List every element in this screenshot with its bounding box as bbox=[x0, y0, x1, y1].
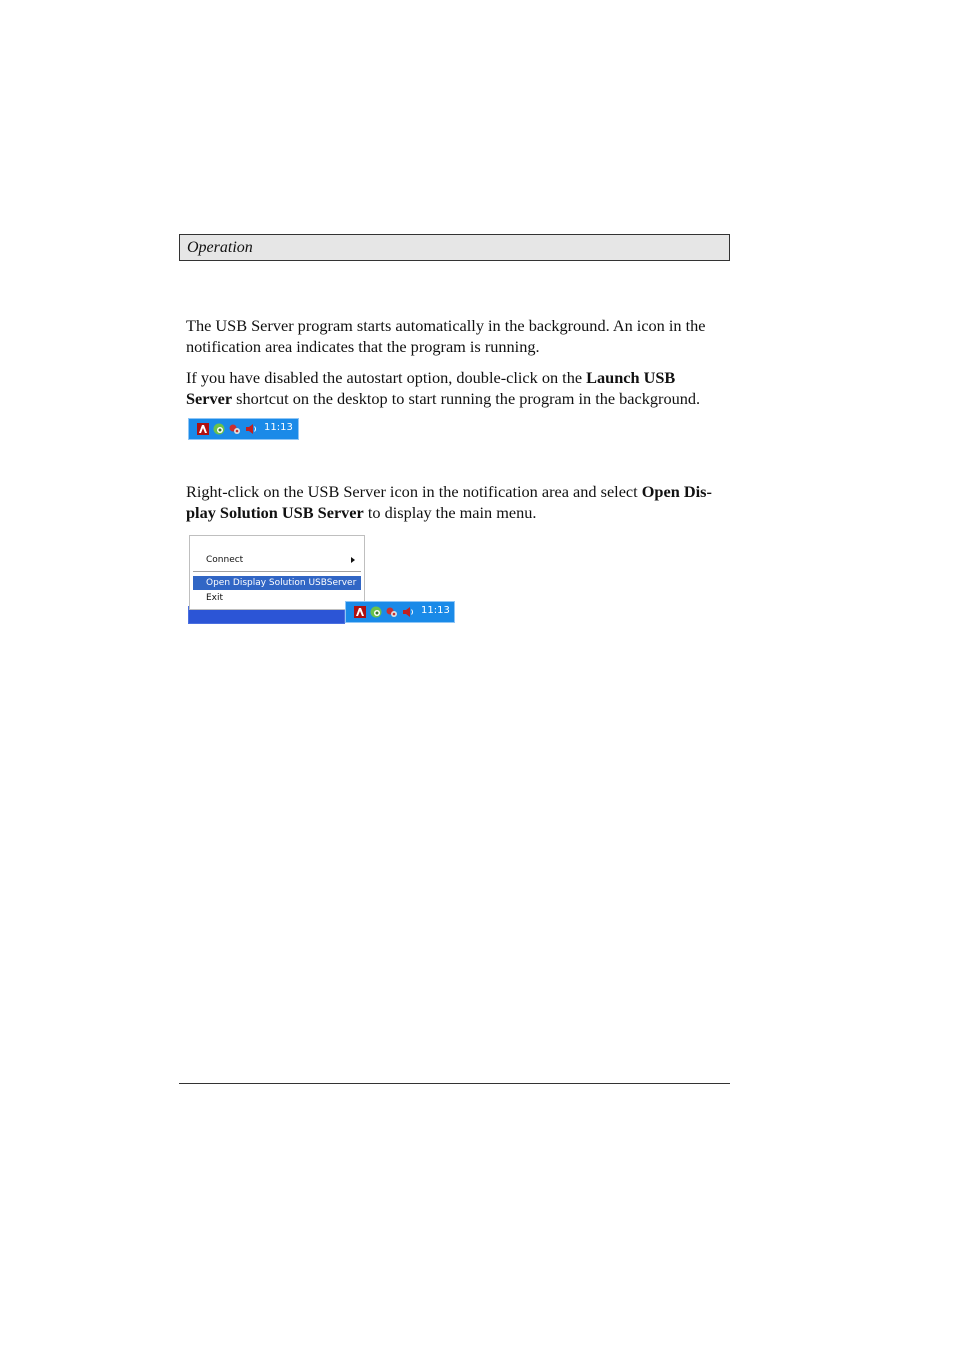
paragraph-autostart bbox=[186, 367, 726, 409]
paragraph-right-click-line-1 bbox=[186, 481, 726, 502]
paragraph-right-click-text-2: to display the main menu. bbox=[363, 503, 537, 522]
menu-item-open-display-solution[interactable] bbox=[193, 576, 361, 590]
context-menu bbox=[189, 535, 365, 610]
speaker-icon[interactable] bbox=[245, 423, 257, 435]
submenu-arrow-icon bbox=[351, 557, 355, 563]
adobe-icon[interactable] bbox=[197, 423, 209, 435]
menu-item-open-display-solution-label: Open Display Solution USBServer bbox=[206, 578, 357, 588]
launch-usb-label: Launch USB bbox=[586, 368, 676, 387]
usb-server-icon[interactable] bbox=[370, 606, 382, 618]
network-icon[interactable] bbox=[229, 423, 241, 435]
usb-server-icon[interactable] bbox=[213, 423, 225, 435]
paragraph-autostart-line-1 bbox=[186, 367, 726, 388]
menu-item-exit[interactable] bbox=[193, 591, 361, 605]
server-label: Server bbox=[186, 389, 233, 408]
section-header-title: Operation bbox=[187, 239, 253, 256]
section-header bbox=[179, 234, 730, 261]
speaker-icon[interactable] bbox=[402, 606, 414, 618]
menu-item-exit-label: Exit bbox=[206, 593, 224, 603]
notification-area bbox=[188, 418, 299, 440]
menu-item-connect[interactable] bbox=[193, 553, 361, 567]
play-solution-usb-server-label: play Solution USB Server bbox=[186, 503, 364, 522]
menu-separator bbox=[193, 571, 361, 572]
notification-area-menu bbox=[345, 601, 455, 623]
menu-item-connect-label: Connect bbox=[206, 555, 244, 565]
tray-clock[interactable]: 11:13 bbox=[264, 422, 293, 433]
network-icon[interactable] bbox=[386, 606, 398, 618]
open-dis-label: Open Dis- bbox=[641, 482, 712, 501]
paragraph-autostart-text-2: shortcut on the desktop to start running the program in the background. bbox=[232, 389, 701, 408]
paragraph-intro bbox=[186, 315, 726, 357]
paragraph-right-click bbox=[186, 481, 726, 523]
footer-rule bbox=[179, 1083, 730, 1084]
tray-clock[interactable]: 11:13 bbox=[421, 605, 450, 616]
paragraph-right-click-line-2 bbox=[186, 502, 726, 523]
paragraph-right-click-text-1: Right-click on the USB Server icon in the notification area and select bbox=[186, 482, 642, 501]
paragraph-autostart-text-1: If you have disabled the autostart option, double-click on the bbox=[186, 368, 587, 387]
paragraph-intro-line-1: The USB Server program starts automatically in the background. An icon in the bbox=[186, 316, 706, 335]
paragraph-intro-line-2: notification area indicates that the program is running. bbox=[186, 337, 540, 356]
adobe-icon[interactable] bbox=[354, 606, 366, 618]
paragraph-autostart-line-2 bbox=[186, 388, 726, 409]
